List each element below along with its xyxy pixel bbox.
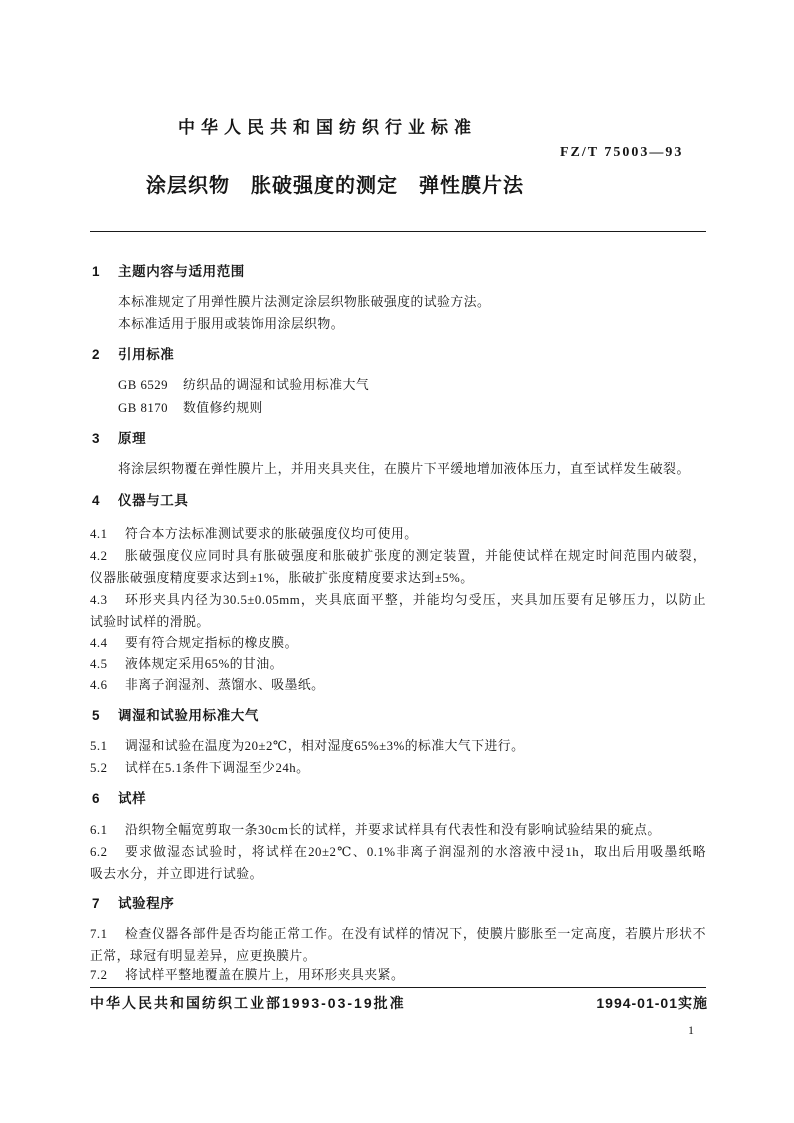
- clause-text: 沿织物全幅宽剪取一条30cm长的试样，并要求试样具有代表性和没有影响试验结果的疵点。: [125, 823, 661, 837]
- section-number: 6: [92, 791, 101, 806]
- clause-5-2: [0, 759, 794, 777]
- standard-code: FZ/T 75003—93: [560, 145, 684, 160]
- clause-4-4: [0, 634, 794, 652]
- clause-number: 4.2: [90, 549, 108, 563]
- section-heading-1: [0, 263, 794, 281]
- clause-number: 5.2: [90, 761, 108, 775]
- approval-line: 中华人民共和国纺织工业部1993-03-19批准: [90, 995, 406, 1011]
- paragraph-text: 本标准规定了用弹性膜片法测定涂层织物胀破强度的试验方法。: [118, 295, 491, 309]
- section-number: 4: [92, 493, 101, 508]
- footer-rule: [90, 987, 706, 988]
- clause-text: 非离子润湿剂、蒸馏水、吸墨纸。: [125, 678, 325, 692]
- paragraph-line: [0, 460, 794, 478]
- clause-7-2: [0, 966, 794, 984]
- page-number: 1: [688, 1023, 694, 1037]
- clause-7-1: [0, 925, 794, 943]
- clause-number: 5.1: [90, 739, 108, 753]
- paragraph-line: [0, 315, 794, 333]
- section-heading-4: [0, 492, 794, 510]
- clause-continuation: [0, 613, 794, 631]
- section-heading: 试验程序: [118, 896, 175, 911]
- clause-5-1: [0, 737, 794, 755]
- section-number: 5: [92, 708, 101, 723]
- section-heading-6: [0, 790, 794, 808]
- clause-6-1: [0, 821, 794, 839]
- clause-text: 试验时试样的滑脱。: [90, 615, 210, 629]
- section-heading-2: [0, 346, 794, 364]
- clause-text: 将试样平整地覆盖在膜片上，用环形夹具夹紧。: [125, 968, 405, 982]
- clause-text: 胀破强度仪应同时具有胀破强度和胀破扩张度的测定装置，并能使试样在规定时间范围内破裂，: [125, 549, 706, 563]
- section-number: 3: [92, 431, 101, 446]
- clause-text: 符合本方法标准测试要求的胀破强度仪均可使用。: [125, 527, 418, 541]
- clause-number: 4.1: [90, 527, 108, 541]
- clause-number: 4.3: [90, 593, 108, 607]
- section-heading: 调湿和试验用标准大气: [118, 708, 259, 723]
- clause-4-3: [0, 591, 794, 609]
- clause-text: 要有符合规定指标的橡皮膜。: [125, 636, 298, 650]
- clause-text: 环形夹具内径为30.5±0.05mm，夹具底面平整，并能均匀受压，夹具加压要有足够压力，以防止: [125, 593, 706, 607]
- clause-number: 7.1: [90, 927, 108, 941]
- clause-number: 4.5: [90, 657, 108, 671]
- clause-text: 仪器胀破强度精度要求达到±1%，胀破扩张度精度要求达到±5%。: [90, 571, 474, 585]
- clause-number: 4.6: [90, 678, 108, 692]
- clause-continuation: [0, 865, 794, 883]
- section-number: 1: [92, 264, 101, 279]
- clause-number: 7.2: [90, 968, 108, 982]
- clause-6-2: [0, 843, 794, 861]
- effective-date: 1994-01-01实施: [596, 995, 708, 1011]
- header-rule: [90, 231, 706, 232]
- section-heading-3: [0, 430, 794, 448]
- clause-text: 检查仪器各部件是否均能正常工作。在没有试样的情况下，使膜片膨胀至一定高度，若膜片形状不: [125, 927, 706, 941]
- clause-4-2: [0, 547, 794, 565]
- clause-text: 试样在5.1条件下调湿至少24h。: [125, 761, 310, 775]
- section-heading: 仪器与工具: [118, 493, 189, 508]
- clause-text: 液体规定采用65%的甘油。: [125, 657, 283, 671]
- section-heading-5: [0, 707, 794, 725]
- reference-code: GB 8170: [118, 401, 169, 415]
- clause-continuation: [0, 569, 794, 587]
- reference-title: 数值修约规则: [183, 401, 263, 415]
- org-title: 中华人民共和国纺织行业标准: [178, 118, 477, 137]
- clause-number: 6.2: [90, 845, 108, 859]
- clause-text: 吸去水分，并立即进行试验。: [90, 867, 263, 881]
- reference-title: 纺织品的调湿和试验用标准大气: [183, 378, 370, 392]
- clause-4-1: [0, 525, 794, 543]
- paragraph-text: 本标准适用于服用或装饰用涂层织物。: [118, 317, 345, 331]
- clause-4-5: [0, 655, 794, 673]
- section-heading: 引用标准: [118, 347, 175, 362]
- section-heading: 主题内容与适用范围: [118, 264, 245, 279]
- clause-4-6: [0, 676, 794, 694]
- reference-code: GB 6529: [118, 378, 169, 392]
- paragraph-text: 将涂层织物覆在弹性膜片上，并用夹具夹住，在膜片下平缓地增加液体压力，直至试样发生破裂。: [118, 462, 690, 476]
- reference-item: [0, 399, 794, 417]
- section-number: 2: [92, 347, 101, 362]
- clause-number: 6.1: [90, 823, 108, 837]
- clause-text: 调湿和试验在温度为20±2℃，相对湿度65%±3%的标准大气下进行。: [125, 739, 525, 753]
- section-heading: 原理: [118, 431, 147, 446]
- paragraph-line: [0, 293, 794, 311]
- section-heading-7: [0, 895, 794, 913]
- clause-continuation: [0, 947, 794, 965]
- reference-item: [0, 376, 794, 394]
- document-title: 涂层织物 胀破强度的测定 弹性膜片法: [146, 175, 524, 197]
- clause-number: 4.4: [90, 636, 108, 650]
- section-number: 7: [92, 896, 101, 911]
- section-heading: 试样: [118, 791, 147, 806]
- clause-text: 要求做湿态试验时，将试样在20±2℃、0.1%非离子润湿剂的水溶液中浸1h，取出后用吸墨纸略: [125, 845, 706, 859]
- clause-text: 正常，球冠有明显差异，应更换膜片。: [90, 949, 317, 963]
